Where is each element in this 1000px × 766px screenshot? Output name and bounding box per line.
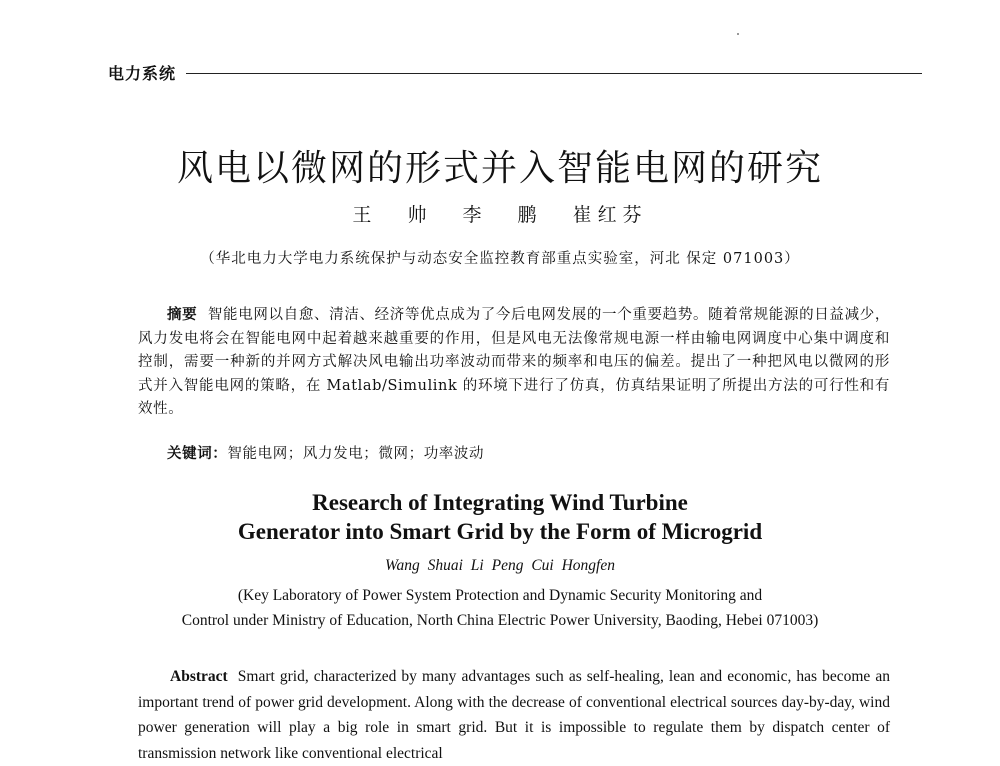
section-label: 电力系统 [108, 63, 177, 83]
title-english-line1: Research of Integrating Wind Turbine [312, 490, 688, 515]
keywords-chinese-text: 智能电网；风力发电；微网；功率波动 [227, 446, 485, 462]
abstract-chinese [138, 303, 890, 422]
scan-speck [737, 33, 739, 35]
affiliation-chinese: （华北电力大学电力系统保护与动态安全监控教育部重点实验室，河北 保定 071003） [200, 251, 800, 267]
affiliation-english [0, 583, 1000, 633]
running-header [108, 60, 922, 84]
affiliation-english-line2: Control under Ministry of Education, North China Electric Power University, Baoding, Hebei 071003) [181, 612, 819, 629]
abstract-english-text: Smart grid, characterized by many advantages such as self-healing, lean and economic, has become an important trend of power grid development. Along with the decrease of conventional electrical sources day-by-day, wind power generation will play a big role in smart grid. But it is impossible to regulate them by dispatch center of transmission network like conventional electrical [138, 668, 890, 762]
title-chinese: 风电以微网的形式并入智能电网的研究 [176, 148, 823, 189]
header-rule [186, 73, 922, 74]
abstract-english-label: Abstract [170, 668, 228, 685]
title-english-line2: Generator into Smart Grid by the Form of Microgrid [237, 519, 763, 544]
abstract-chinese-text: 智能电网以自愈、清洁、经济等优点成为了今后电网发展的一个重要趋势。随着常规能源的日益减少，风力发电将会在智能电网中起着越来越重要的作用，但是风电无法像常规电源一样由输电网调度中心集中调度和控制，需要一种新的并网方式解决风电输出功率波动而带来的频率和电压的偏差。提出了一种把风电以微网的形式并入智能电网的策略，在 Matlab/Simulink 的环境下进行了仿真，仿真结果证明了所提出方法的可行性和有效性。 [138, 307, 891, 417]
authors-english: Wang Shuai Li Peng Cui Hongfen [385, 557, 615, 574]
title-english [0, 488, 1000, 546]
authors-chinese: 王 帅 李 鹏 崔红芬 [352, 204, 648, 226]
abstract-chinese-label: 摘要 [167, 306, 198, 323]
keywords-chinese-label: 关键词： [167, 445, 228, 462]
keywords-chinese [167, 442, 484, 463]
abstract-english [138, 664, 890, 766]
affiliation-english-line1: (Key Laboratory of Power System Protection and Dynamic Security Monitoring and [237, 587, 763, 604]
